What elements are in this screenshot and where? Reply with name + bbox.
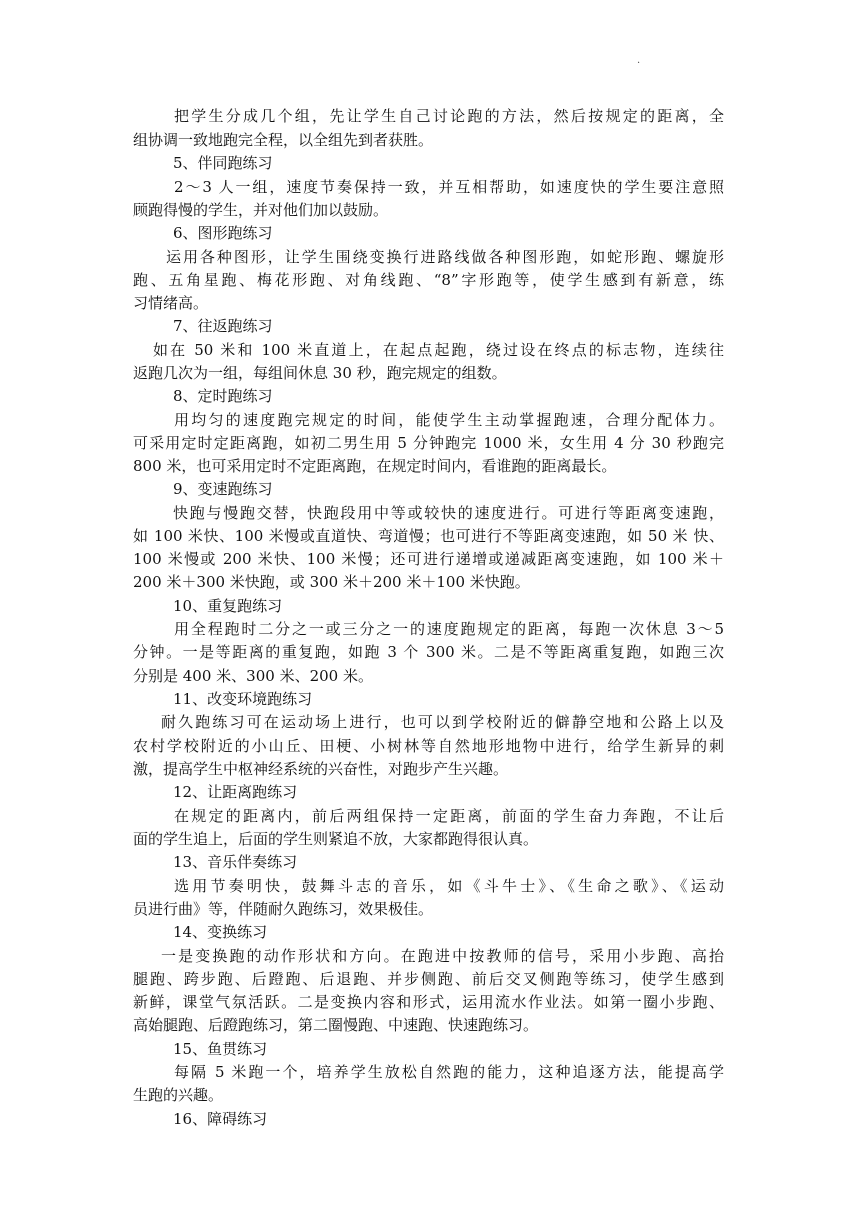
paragraph-line: 激，提高学生中枢神经系统的兴奋性，对跑步产生兴趣。 [133, 760, 509, 778]
paragraph-line: 如 100 米快、100 米慢或直道快、弯道慢；也可进行不等距离变速跑，如 50 米 快、 [133, 527, 724, 545]
paragraph-line: 把学生分成几个组，先让学生自己讨论跑的方法，然后按规定的距离，全 [174, 107, 724, 125]
paragraph-line: 在规定的距离内，前后两组保持一定距离，前面的学生奋力奔跑，不让后 [174, 807, 724, 825]
section-heading: 15、鱼贯练习 [173, 1040, 268, 1058]
paragraph-line: 跑、五角星跑、梅花形跑、对角线跑、“8”字形跑等，使学生感到有新意，练 [133, 271, 724, 289]
paragraph-line: 用均匀的速度跑完规定的时间，能使学生主动掌握跑速，合理分配体力。 [174, 411, 724, 429]
paragraph-line: 可采用定时定距离跑，如初二男生用 5 分钟跑完 1000 米，女生用 4 分 30 秒跑完 [133, 434, 724, 452]
paragraph-line: 员进行曲》等，伴随耐久跑练习，效果极佳。 [133, 900, 434, 918]
section-heading: 14、变换练习 [173, 923, 268, 941]
section-heading: 7、往返跑练习 [173, 317, 273, 335]
section-heading: 8、定时跑练习 [173, 387, 273, 405]
paragraph-line: 生跑的兴趣。 [133, 1086, 224, 1104]
section-heading: 10、重复跑练习 [173, 597, 283, 615]
paragraph-line: 分钟。一是等距离的重复跑，如跑 3 个 300 米。二是不等距离重复跑，如跑三次 [133, 643, 724, 661]
section-heading: 12、让距离跑练习 [173, 783, 298, 801]
paragraph-line: 高始腿跑、后蹬跑练习，第二圈慢跑、中速跑、快速跑练习。 [133, 1016, 539, 1034]
paragraph-line: 如在 50 米和 100 米直道上，在起点起跑，绕过设在终点的标志物，连续往 [153, 341, 724, 359]
paragraph-line: 面的学生追上，后面的学生则紧追不放，大家都跑得很认真。 [133, 830, 539, 848]
section-heading: 16、障碍练习 [173, 1110, 268, 1128]
paragraph-line: 每隔 5 米跑一个，培养学生放松自然跑的能力，这种追逐方法，能提高学 [174, 1063, 724, 1081]
section-heading: 5、伴同跑练习 [173, 154, 273, 172]
paragraph-line: 新鲜，课堂气氛活跃。二是变换内容和形式，运用流水作业法。如第一圈小步跑、 [133, 993, 724, 1011]
section-heading: 11、改变环境跑练习 [173, 690, 313, 708]
paragraph-line: 分别是 400 米、300 米、200 米。 [133, 667, 373, 685]
paragraph-line: 运用各种图形，让学生围绕变换行进路线做各种图形跑，如蛇形跑、螺旋形 [166, 248, 724, 266]
paragraph-line: 返跑几次为一组，每组间休息 30 秒，跑完规定的组数。 [133, 364, 507, 382]
paragraph-line: 腿跑、跨步跑、后蹬跑、后退跑、并步侧跑、前后交叉侧跑等练习，使学生感到 [133, 970, 724, 988]
paragraph-line: 组协调一致地跑完全程，以全组先到者获胜。 [133, 131, 434, 149]
paragraph-line: 顾跑得慢的学生，并对他们加以鼓励。 [133, 201, 389, 219]
paragraph-line: 选用节奏明快，鼓舞斗志的音乐，如《斗牛士》、《生命之歌》、《运动 [174, 877, 724, 895]
section-heading: 9、变速跑练习 [173, 480, 273, 498]
paragraph-line: 用全程跑时二分之一或三分之一的速度跑规定的距离，每跑一次休息 3～5 [174, 620, 724, 638]
paragraph-line: 耐久跑练习可在运动场上进行，也可以到学校附近的僻静空地和公路上以及 [161, 713, 724, 731]
section-heading: 13、音乐伴奏练习 [173, 853, 298, 871]
paragraph-line: 习情绪高。 [133, 294, 209, 312]
section-heading: 6、图形跑练习 [173, 224, 273, 242]
paragraph-line: 200 米＋300 米快跑，或 300 米＋200 米＋100 米快跑。 [133, 573, 530, 591]
paragraph-line: 农村学校附近的小山丘、田梗、小树林等自然地形地物中进行，给学生新异的刺 [133, 737, 724, 755]
paragraph-line: 100 米慢或 200 米快、100 米慢；还可进行递增或递减距离变速跑，如 100 米＋ [133, 550, 724, 568]
paragraph-line: 快跑与慢跑交替，快跑段用中等或较快的速度进行。可进行等距离变速跑， [173, 504, 724, 522]
paragraph-line: 800 米，也可采用定时不定距离跑，在规定时间内，看谁跑的距离最长。 [133, 457, 617, 475]
corner-mark: · [637, 58, 641, 69]
paragraph-line: 一是变换跑的动作形状和方向。在跑进中按教师的信号，采用小步跑、高抬 [161, 947, 724, 965]
paragraph-line: 2～3 人一组，速度节奏保持一致，并互相帮助，如速度快的学生要注意照 [174, 178, 724, 196]
